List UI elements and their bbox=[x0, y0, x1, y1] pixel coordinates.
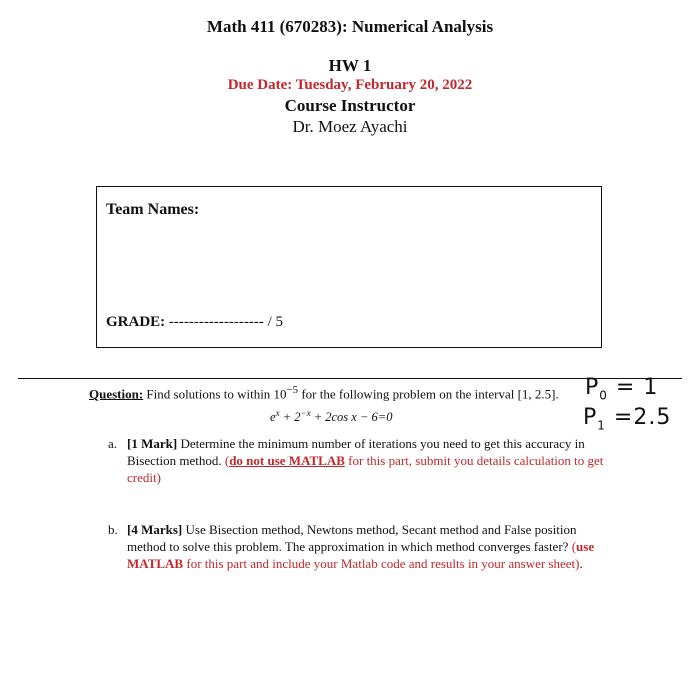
question-label: Question: bbox=[89, 386, 144, 402]
item-tail: . bbox=[579, 556, 583, 571]
divider-line bbox=[18, 378, 682, 379]
instructor-label: Course Instructor bbox=[284, 96, 416, 115]
equation bbox=[270, 408, 392, 425]
homework-title: HW 1 bbox=[328, 56, 372, 75]
instructor-name: Dr. Moez Ayachi bbox=[292, 117, 408, 136]
handwritten-p0: $P_0 = 1$ bbox=[585, 375, 659, 403]
question-statement bbox=[89, 384, 559, 402]
grade-blank: ------------------- / 5 bbox=[168, 314, 283, 330]
team-names-label: Team Names: bbox=[106, 201, 200, 218]
grade-row bbox=[106, 314, 283, 331]
item-marks: [4 Marks] bbox=[127, 522, 183, 537]
item-body bbox=[127, 435, 613, 486]
item-red-bold-2: MATLAB bbox=[127, 556, 184, 571]
question-text: Find solutions to within 10 bbox=[146, 386, 287, 402]
eq-part-2: + 2 bbox=[279, 410, 301, 425]
item-body bbox=[127, 521, 613, 572]
item-red-text: for this part, submit you details calculation to get credit) bbox=[127, 453, 604, 485]
course-title: Math 411 (670283): Numerical Analysis bbox=[206, 17, 494, 36]
grade-label: GRADE: bbox=[106, 314, 166, 330]
item-marker: b. bbox=[108, 522, 118, 537]
item-red-open: ( bbox=[224, 453, 230, 468]
eq-exp-2: −x bbox=[300, 408, 311, 418]
item-red-open: ( bbox=[571, 539, 577, 554]
item-text: Determine the minimum number of iterations you need to get this accuracy in Bisection method. bbox=[127, 436, 585, 468]
item-marker: a. bbox=[108, 436, 118, 451]
list-item-a bbox=[108, 435, 613, 486]
item-red-text: for this part and include your Matlab code and results in your answer sheet) bbox=[183, 556, 580, 571]
eq-part-3: + 2cos x − 6=0 bbox=[310, 410, 393, 425]
due-date: Due Date: Tuesday, February 20, 2022 bbox=[227, 77, 473, 93]
handwritten-p1: $P_1 =2.5$ bbox=[583, 405, 672, 433]
eq-exp-1: x bbox=[275, 408, 280, 418]
list-item-b bbox=[108, 521, 613, 572]
item-red-underlined: do not use MATLAB bbox=[229, 453, 345, 468]
team-box bbox=[96, 186, 602, 348]
item-red-bold-1: use bbox=[576, 539, 595, 554]
eq-part-1: e bbox=[270, 410, 276, 425]
question-exponent: −5 bbox=[286, 384, 299, 396]
question-text-after: for the following problem on the interval [1, 2.5]. bbox=[298, 386, 559, 402]
item-marks: [1 Mark] bbox=[127, 436, 178, 451]
item-text: Use Bisection method, Newtons method, Secant method and False position method to solve this problem. The approximation in which method converges faster? bbox=[127, 522, 577, 554]
